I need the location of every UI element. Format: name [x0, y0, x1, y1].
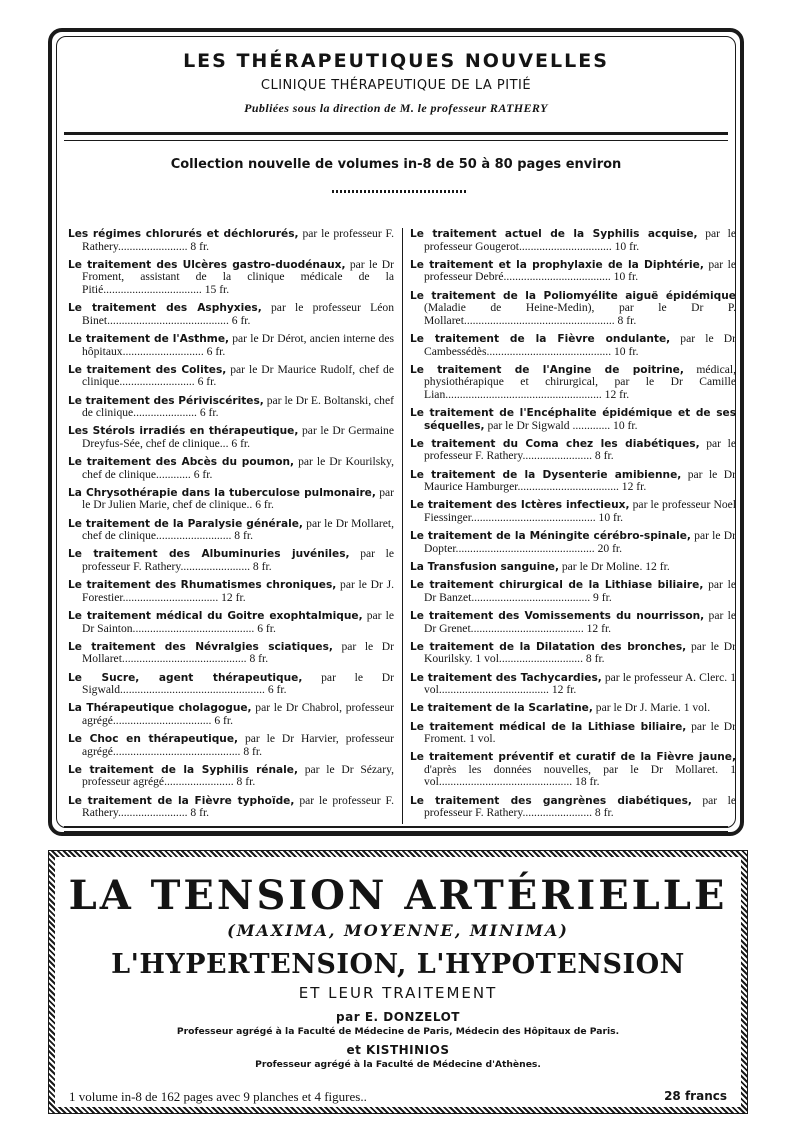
list-item — [68, 364, 394, 389]
right-column-list — [410, 228, 736, 825]
list-item — [68, 456, 394, 481]
list-item — [68, 259, 394, 297]
entry-details: d'après les données nouvelles, par le Dr Mollaret. 1 vol.............................................. 18 fr. — [424, 762, 736, 789]
entry-subject: Le traitement médical du Goitre exophtalmique, — [68, 609, 363, 622]
entry-details: par le professeur Debré..................................... 10 fr. — [424, 257, 737, 284]
entry-subject: Le traitement de la Méningite cérébro-spinale, — [410, 530, 691, 543]
entry-subject: Le traitement des Vomissements du nourrisson, — [410, 609, 705, 622]
entry-subject: Le traitement de l'Encéphalite épidémique et de ses séquelles, — [410, 407, 736, 432]
entry-details: par le Dr Dopter................................................ 20 fr. — [424, 529, 736, 555]
book-advertisement — [48, 850, 748, 1114]
list-item — [68, 395, 394, 420]
entry-details: par le professeur F. Rathery........................ 8 fr. — [424, 436, 736, 463]
entry-subject: Le traitement des Ictères infectieux, — [410, 499, 630, 512]
entry-subject: Le traitement et la prophylaxie de la Diphtérie, — [410, 258, 704, 271]
book-title-secondary: L'HYPERTENSION, L'HYPOTENSION — [111, 949, 685, 980]
entry-details: par le Dr Froment, assistant de la clinique médicale de la Pitié.................................. 15 fr. — [82, 257, 394, 296]
header-rule — [64, 132, 728, 141]
list-item — [68, 641, 394, 666]
entry-subject: Le traitement des gangrènes diabétiques, — [410, 794, 692, 807]
book-title: LA TENSION ARTÉRIELLE — [68, 872, 728, 919]
entry-details: par le Dr Cambessédès........................................... 10 fr. — [424, 331, 736, 358]
entry-subject: Les Stérols irradiés en thérapeutique, — [68, 425, 299, 438]
entry-subject: Le traitement de la Syphilis rénale, — [68, 763, 299, 776]
entry-details: par le professeur A. Clerc. 1 vol...................................... 12 fr. — [424, 670, 736, 697]
list-item — [410, 641, 736, 666]
entry-details: par le Dr Mollaret, chef de clinique.......................... 8 fr. — [82, 516, 394, 543]
entry-details: par le Dr Mollaret........................................... 8 fr. — [82, 639, 394, 666]
list-item — [410, 364, 736, 402]
book-author: par E. DONZELOT — [336, 1010, 460, 1024]
entry-details: par le Dr Froment. 1 vol. — [424, 719, 736, 746]
volume-description: 1 volume in-8 de 162 pages avec 9 planches et 4 figures.. — [69, 1089, 367, 1104]
list-item — [68, 302, 394, 327]
entry-subject: Le traitement des Albuminuries juvéniles, — [68, 548, 350, 561]
list-item — [410, 579, 736, 604]
entry-details: par le Dr Banzet......................................... 9 fr. — [424, 578, 736, 604]
list-item — [410, 721, 736, 746]
entry-subject: Le traitement de la Fièvre ondulante, — [410, 332, 671, 345]
entry-subject: Le traitement de la Poliomyélite aiguë épidémique — [410, 289, 736, 302]
list-item — [68, 425, 394, 450]
book-title-tertiary: ET LEUR TRAITEMENT — [298, 984, 498, 1002]
entry-subject: Le traitement des Colites, — [68, 363, 227, 376]
entry-subject: La Thérapeutique cholagogue, — [68, 702, 252, 715]
list-item — [410, 530, 736, 555]
entry-subject: La Transfusion sanguine, — [410, 561, 559, 573]
list-item — [410, 610, 736, 635]
list-item — [410, 438, 736, 463]
list-item — [68, 518, 394, 543]
entry-details: par le Dr J. Forestier................................. 12 fr. — [82, 578, 394, 604]
list-item — [410, 469, 736, 494]
list-item — [410, 499, 736, 524]
entry-details: par le Dr Germaine Dreyfus-Sée, chef de clinique... 6 fr. — [82, 424, 394, 450]
list-item — [68, 795, 394, 820]
list-item — [410, 333, 736, 358]
series-direction: Publiées sous la direction de M. le professeur RATHERY — [244, 101, 548, 115]
entry-subject: Le traitement du Coma chez les diabétiques, — [410, 437, 700, 450]
list-item — [68, 733, 394, 758]
entry-details: par le Dr Maurice Hamburger................................... 12 fr. — [424, 467, 736, 494]
entry-subject: Le traitement des Ulcères gastro-duodénaux, — [68, 258, 346, 271]
entry-subject: Le traitement des Asphyxies, — [68, 302, 262, 315]
column-divider — [402, 228, 403, 824]
entry-subject: Le traitement des Névralgies sciatiques, — [68, 640, 333, 653]
entry-subject: Le traitement des Tachycardies, — [410, 671, 602, 684]
entry-details: par le professeur Noel Fiessinger........................................... 10 fr. — [424, 498, 736, 525]
entry-subject: Le traitement de la Dysenterie amibienne, — [410, 468, 682, 481]
entry-details: par le Dr Kourilsky, chef de clinique............ 6 fr. — [82, 455, 394, 481]
left-column-list — [68, 228, 394, 825]
entry-subject: Le Choc en thérapeutique, — [68, 733, 239, 746]
entry-details: par le Dr Kourilsky. 1 vol............................. 8 fr. — [424, 639, 736, 666]
entry-details: par le Dr Sigwald ............. 10 fr. — [484, 418, 638, 432]
entry-details: par le Dr Julien Marie, chef de clinique.. 6 fr. — [82, 485, 394, 512]
entry-subject: Le traitement des Abcès du poumon, — [68, 456, 295, 469]
list-item — [410, 407, 736, 432]
list-item — [68, 764, 394, 789]
entry-details: par le professeur F. Rathery........................ 8 fr. — [82, 547, 395, 573]
list-item — [68, 702, 394, 727]
book-subtitle: (MAXIMA, MOYENNE, MINIMA) — [227, 921, 569, 940]
book-coauthor-affiliation: Professeur agrégé à la Faculté de Médecine d'Athènes. — [255, 1059, 541, 1070]
entry-details: par le Dr E. Boltanski, chef de clinique...................... 6 fr. — [82, 393, 394, 420]
list-item — [68, 548, 394, 573]
list-item — [410, 702, 736, 715]
footer-rule — [64, 826, 728, 832]
list-item — [410, 228, 736, 253]
entry-details: médical, physiothérapique et chirurgical, par le Dr Camille Lian...................................................... 12 fr. — [424, 362, 737, 401]
volume-price: 28 francs — [664, 1089, 727, 1103]
list-item — [410, 561, 736, 574]
entry-details: par le Dr J. Marie. 1 vol. — [592, 701, 711, 715]
clinic-title: CLINIQUE THÉRAPEUTIQUE DE LA PITIÉ — [260, 78, 532, 93]
entry-subject: Le traitement de l'Angine de poitrine, — [410, 363, 684, 376]
list-item — [68, 228, 394, 253]
list-item — [68, 333, 394, 358]
entry-subject: La Chrysothérapie dans la tuberculose pulmonaire, — [68, 486, 376, 499]
book-advertisement-body — [61, 857, 735, 1070]
list-item — [68, 672, 394, 697]
entry-details: par le Dr Sigwald.................................................. 6 fr. — [82, 670, 394, 697]
entry-details: par le professeur Gougerot................................ 10 fr. — [424, 227, 737, 253]
entry-subject: Le traitement médical de la Lithiase biliaire, — [410, 720, 687, 733]
list-item — [410, 751, 736, 789]
collection-note: Collection nouvelle de volumes in-8 de 50 à 80 pages environ — [170, 157, 622, 172]
entry-details: par le professeur F. Rathery........................ 8 fr. — [82, 793, 394, 820]
list-item — [68, 610, 394, 635]
entry-details: (Maladie de Heine-Medin), par le Dr P. Mollaret.................................................... 8 fr. — [424, 301, 736, 327]
entry-details: par le professeur Léon Binet.......................................... 6 fr. — [82, 301, 394, 327]
list-item — [68, 579, 394, 604]
dotted-ornament — [332, 190, 468, 193]
list-item — [410, 259, 736, 284]
entry-details: par le Dr Chabrol, professeur agrégé.................................. 6 fr. — [82, 701, 395, 727]
series-title: LES THÉRAPEUTIQUES NOUVELLES — [183, 50, 609, 72]
list-item — [410, 672, 736, 697]
entry-subject: Le traitement de la Dilatation des bronches, — [410, 640, 687, 653]
entry-subject: Les régimes chlorurés et déchlorurés, — [68, 228, 299, 240]
entry-details: par le Dr Harvier, professeur agrégé............................................ 8 fr. — [82, 732, 394, 758]
entry-details: par le Dr Dérot, ancien interne des hôpitaux............................ 6 fr. — [82, 331, 394, 358]
list-item — [410, 290, 736, 328]
entry-subject: Le traitement préventif et curatif de la Fièvre jaune, — [410, 751, 736, 764]
book-author-affiliation: Professeur agrégé à la Faculté de Médecine de Paris, Médecin des Hôpitaux de Paris. — [176, 1026, 620, 1037]
entry-subject: Le traitement des Rhumatismes chroniques, — [68, 579, 337, 592]
entry-details: par le professeur F. Rathery........................ 8 fr. — [424, 793, 736, 820]
list-item — [68, 487, 394, 512]
series-advertisement — [48, 28, 744, 836]
entry-subject: Le traitement actuel de la Syphilis acquise, — [410, 228, 698, 240]
series-header — [52, 50, 740, 116]
entry-subject: Le traitement de la Fièvre typhoïde, — [68, 794, 295, 807]
entry-subject: Le traitement de la Paralysie générale, — [68, 517, 303, 530]
list-item — [410, 795, 736, 820]
entry-details: par le Dr Maurice Rudolf, chef de clinique.......................... 6 fr. — [82, 362, 394, 389]
entry-subject: Le traitement de l'Asthme, — [68, 332, 230, 345]
entry-subject: Le traitement chirurgical de la Lithiase biliaire, — [410, 579, 704, 592]
entry-details: par le Dr Grenet....................................... 12 fr. — [424, 608, 737, 635]
entry-details: par le Dr Sainton.......................................... 6 fr. — [82, 608, 394, 635]
entry-subject: Le traitement de la Scarlatine, — [410, 702, 593, 715]
entry-details: par le professeur F. Rathery........................ 8 fr. — [82, 227, 394, 253]
entry-subject: Le Sucre, agent thérapeutique, — [68, 671, 303, 684]
entry-details: par le Dr Sézary, professeur agrégé........................ 8 fr. — [82, 762, 395, 789]
entry-subject: Le traitement des Périviscérites, — [68, 394, 264, 407]
entry-details: par le Dr Moline. 12 fr. — [558, 560, 670, 573]
book-coauthor: et KISTHINIOS — [346, 1043, 450, 1057]
